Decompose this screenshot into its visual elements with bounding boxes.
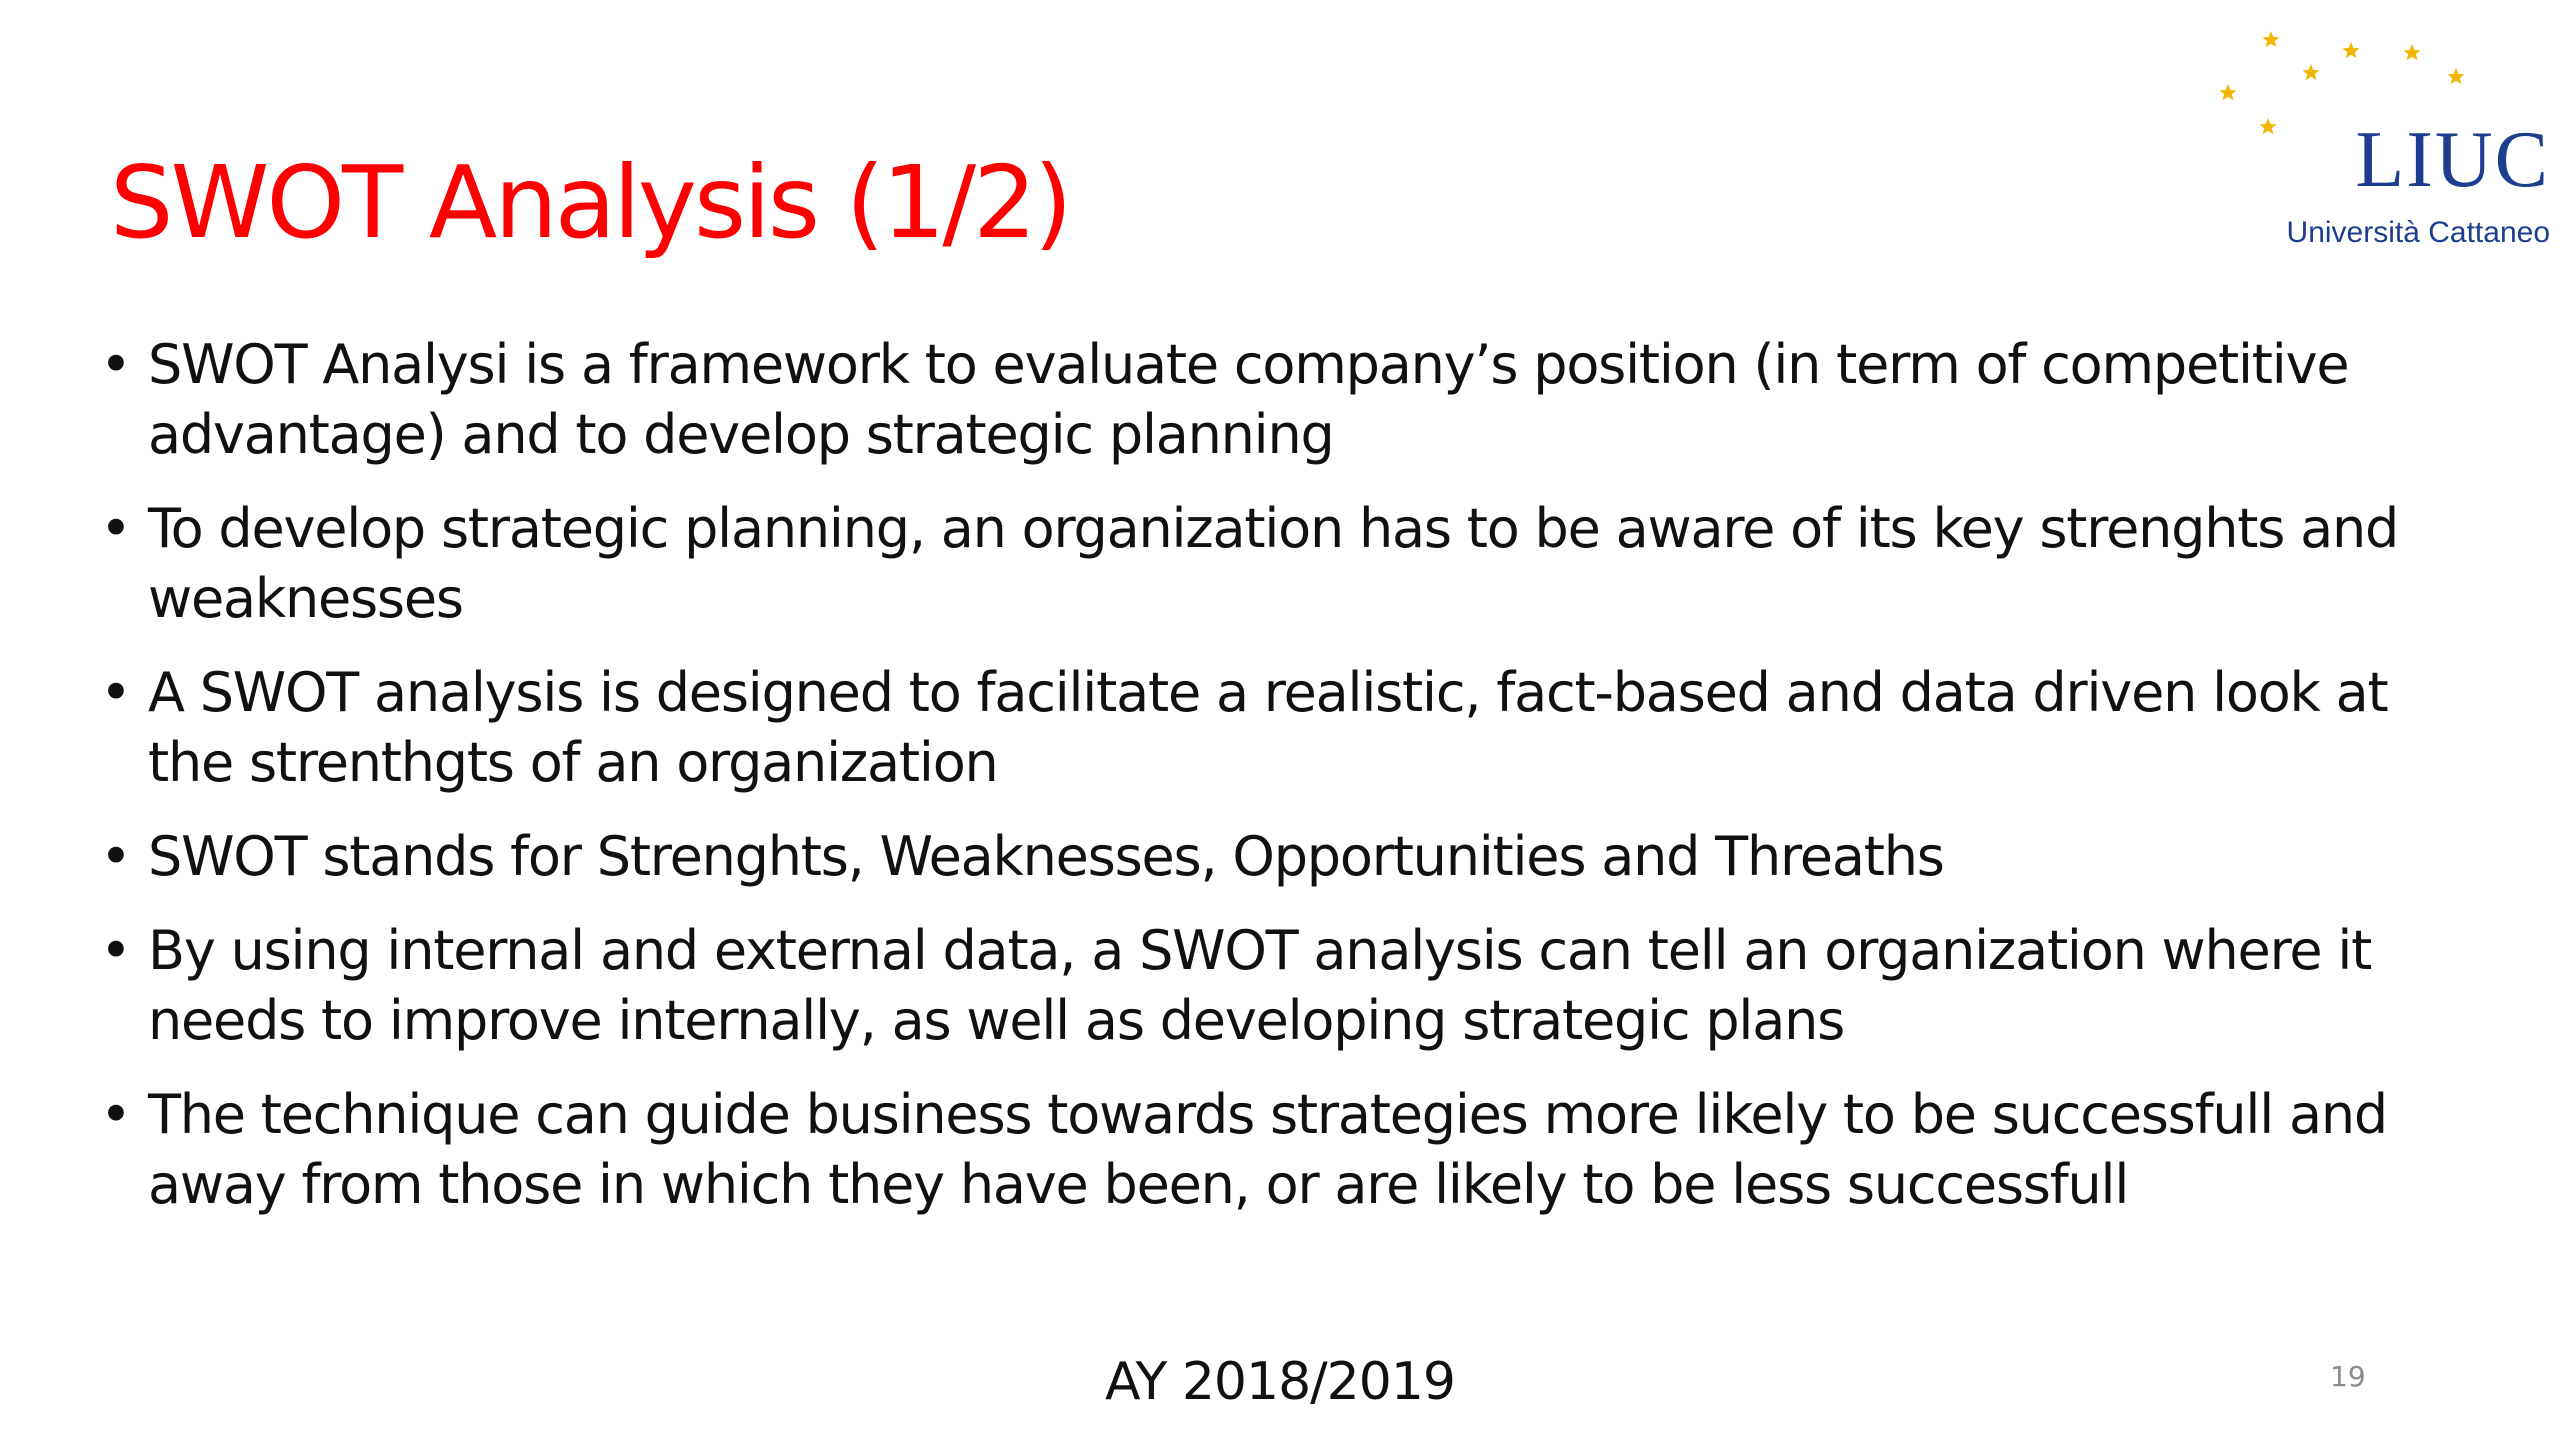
- bullet-item: [100, 1080, 2480, 1220]
- footer-academic-year: AY 2018/2019: [1104, 1352, 1456, 1412]
- bullet-marker: •: [100, 1083, 131, 1146]
- bullet-marker: •: [100, 333, 131, 396]
- slide-title: SWOT Analysis (1/2): [110, 144, 1070, 261]
- bullet-item: [100, 822, 2480, 892]
- bullet-text: The technique can guide business towards strategies more likely to be successfull and away from those in which they have been, or are likely to be less successfull: [148, 1083, 2387, 1216]
- bullet-text: To develop strategic planning, an organization has to be aware of its key strenghts and weaknesses: [148, 497, 2399, 630]
- bullet-marker: •: [100, 497, 131, 560]
- bullet-text: By using internal and external data, a SWOT analysis can tell an organization where it needs to improve internally, as well as developing strategic plans: [148, 919, 2372, 1052]
- bullet-item: [100, 494, 2480, 634]
- bullet-text: SWOT Analysi is a framework to evaluate company’s position (in term of competitive advantage) and to develop strategic planning: [148, 333, 2349, 466]
- logo-name: LIUC: [2355, 116, 2550, 204]
- bullet-item: [100, 916, 2480, 1056]
- bullet-text: SWOT stands for Strenghts, Weaknesses, Opportunities and Threaths: [148, 825, 1944, 888]
- page-number: 19: [2330, 1360, 2366, 1393]
- bullet-item: [100, 658, 2480, 798]
- bullet-marker: •: [100, 661, 131, 724]
- bullet-text: A SWOT analysis is designed to facilitate a realistic, fact-based and data driven look at the strenthgts of an organization: [148, 661, 2388, 794]
- bullet-item: [100, 330, 2480, 470]
- bullet-list: [100, 330, 2480, 1244]
- bullet-marker: •: [100, 825, 131, 888]
- liuc-logo: [2200, 20, 2560, 260]
- logo-subtitle: Università Cattaneo: [2286, 216, 2550, 249]
- bullet-marker: •: [100, 919, 131, 982]
